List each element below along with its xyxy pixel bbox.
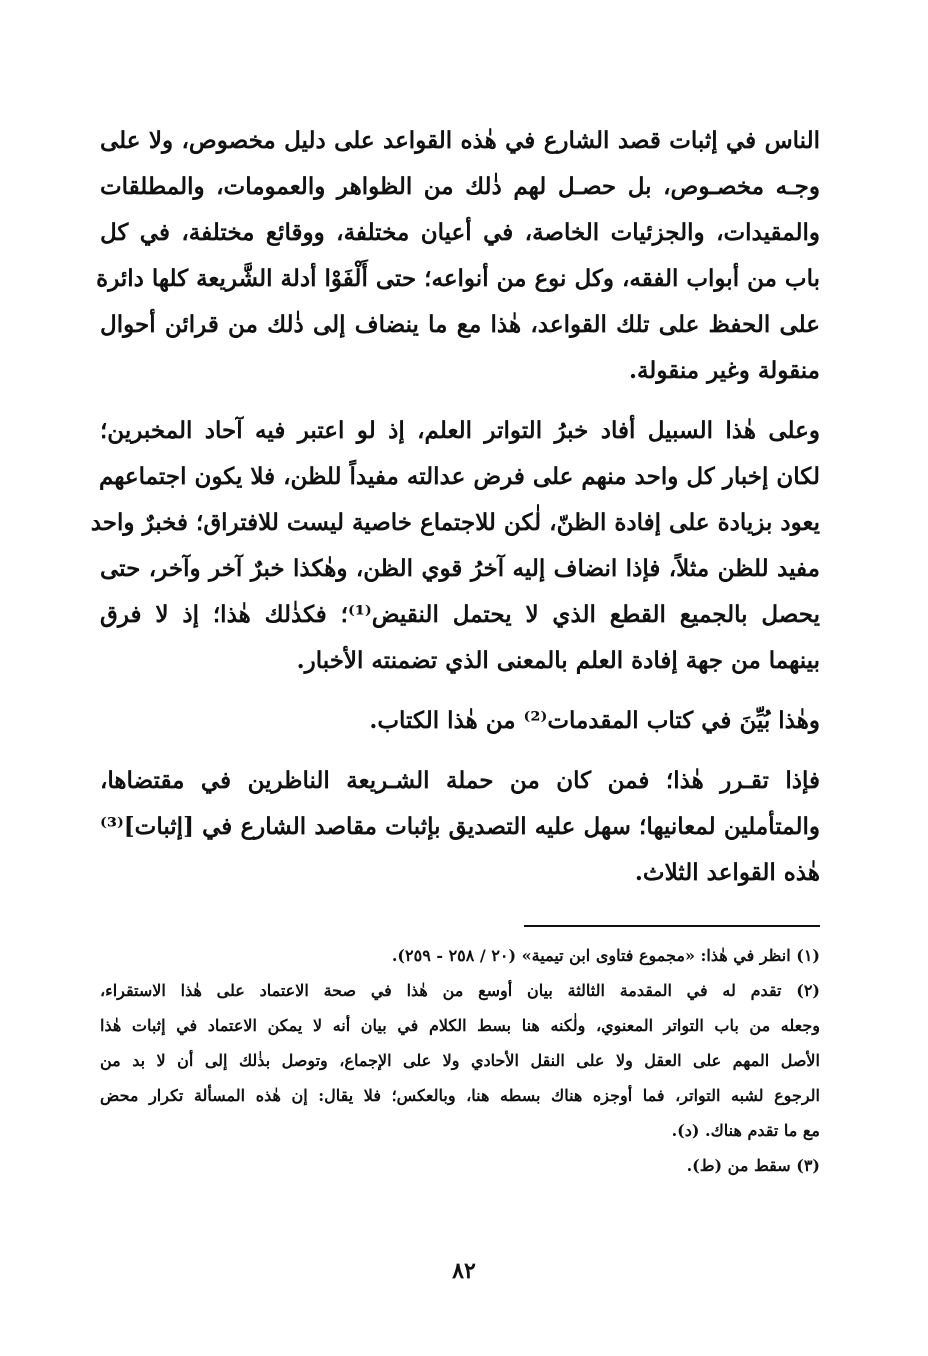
footnote-1: (١) انظر في هٰذا: «مجموع فتاوى ابن تيمية» (٢٠ / ٢٥٨ - ٢٥٩). xyxy=(391,946,820,965)
footnotes xyxy=(100,938,820,1183)
page-number: ٨٢ xyxy=(452,1258,476,1284)
paragraph-2 xyxy=(90,408,820,684)
footnote-2-line: مع ما تقدم هناك. (د). xyxy=(671,1121,820,1140)
paragraph-4 xyxy=(100,758,820,896)
text-line: منقولة وغير منقولة. xyxy=(628,357,820,384)
footnote-separator xyxy=(524,925,820,927)
text-line: وعلى هٰذا السبيل أفاد خبرُ التواتر العلم، إذ لو اعتبر فيه آحاد المخبرين؛ xyxy=(100,417,820,444)
text-line: هٰذه القواعد الثلاث. xyxy=(634,859,820,886)
footnote-2-line: وجعله من باب التواتر المعنوي، ولٰكنه هنا بسط الكلام في بيان أنه لا يمكن الاعتماد في إثبات هٰذا xyxy=(100,1016,820,1035)
text-line: بينهما من جهة إفادة العلم بالمعنى الذي تضمنته الأخبار. xyxy=(296,647,820,674)
main-text xyxy=(90,118,820,896)
paragraph-3 xyxy=(100,698,820,744)
text-line: وجـه مخصـوص، بل حصـل لهم ذٰلك من الظواهر والعمومات، والمطلقات xyxy=(100,173,820,200)
footnote-2-line: الأصل المهم على العقل ولا على النقل الأحادي ولا على الإجماع، وتوصل بذٰلك إلى أن لا بد من xyxy=(100,1051,820,1070)
text-line: على الحفظ على تلك القواعد، هٰذا مع ما ينضاف إلى ذٰلك من قرائن أحوال xyxy=(100,311,820,338)
text-line: والمتأملين لمعانيها؛ سهل عليه التصديق بإثبات مقاصد الشارع في [إثبات]⁽³⁾ xyxy=(100,813,820,840)
text-line: الناس في إثبات قصد الشارع في هٰذه القواعد على دليل مخصوص، ولا على xyxy=(100,127,820,154)
footnote-2-line: (٢) تقدم له في المقدمة الثالثة بيان أوسع من هٰذا في صحة الاعتماد على هٰذا الاستقراء، xyxy=(100,981,820,1000)
text-line: فإذا تقـرر هٰذا؛ فمن كان من حملة الشـريعة الناظرين في مقتضاها، xyxy=(100,767,820,794)
text-line: والمقيدات، والجزئيات الخاصة، في أعيان مختلفة، ووقائع مختلفة، في كل xyxy=(100,219,820,246)
text-line: وهٰذا بُيِّنَ في كتاب المقدمات⁽²⁾ من هٰذا الكتاب. xyxy=(369,707,820,734)
footnote-2-line: الرجوع لشبه التواتر، فما أوجزه هناك بسطه هنا، وبالعكس؛ فلا يقال: إن هٰذه المسألة تكرار محض xyxy=(100,1086,820,1105)
text-line: يحصل بالجميع القطع الذي لا يحتمل النقيض⁽¹⁾؛ فكذٰلك هٰذا؛ إذ لا فرق xyxy=(100,601,820,628)
text-line: يعود بزيادة على إفادة الظنّ، لٰكن للاجتماع خاصية ليست للافتراق؛ فخبرٌ واحد xyxy=(90,509,820,536)
paragraph-1 xyxy=(96,118,820,394)
text-line: لكان إخبار كل واحد منهم على فرض عدالته مفيداً للظن، فلا يكون اجتماعهم xyxy=(98,463,820,490)
footnote-3: (٣) سقط من (ط). xyxy=(686,1156,820,1175)
text-line: باب من أبواب الفقه، وكل نوع من أنواعه؛ حتى أَلْفَوْا أدلة الشَّريعة كلها دائرة xyxy=(96,265,820,292)
text-line: مفيد للظن مثلاً، فإذا انضاف إليه آخرُ قوي الظن، وهٰكذا خبرٌ آخر وآخر، حتى xyxy=(100,555,820,582)
